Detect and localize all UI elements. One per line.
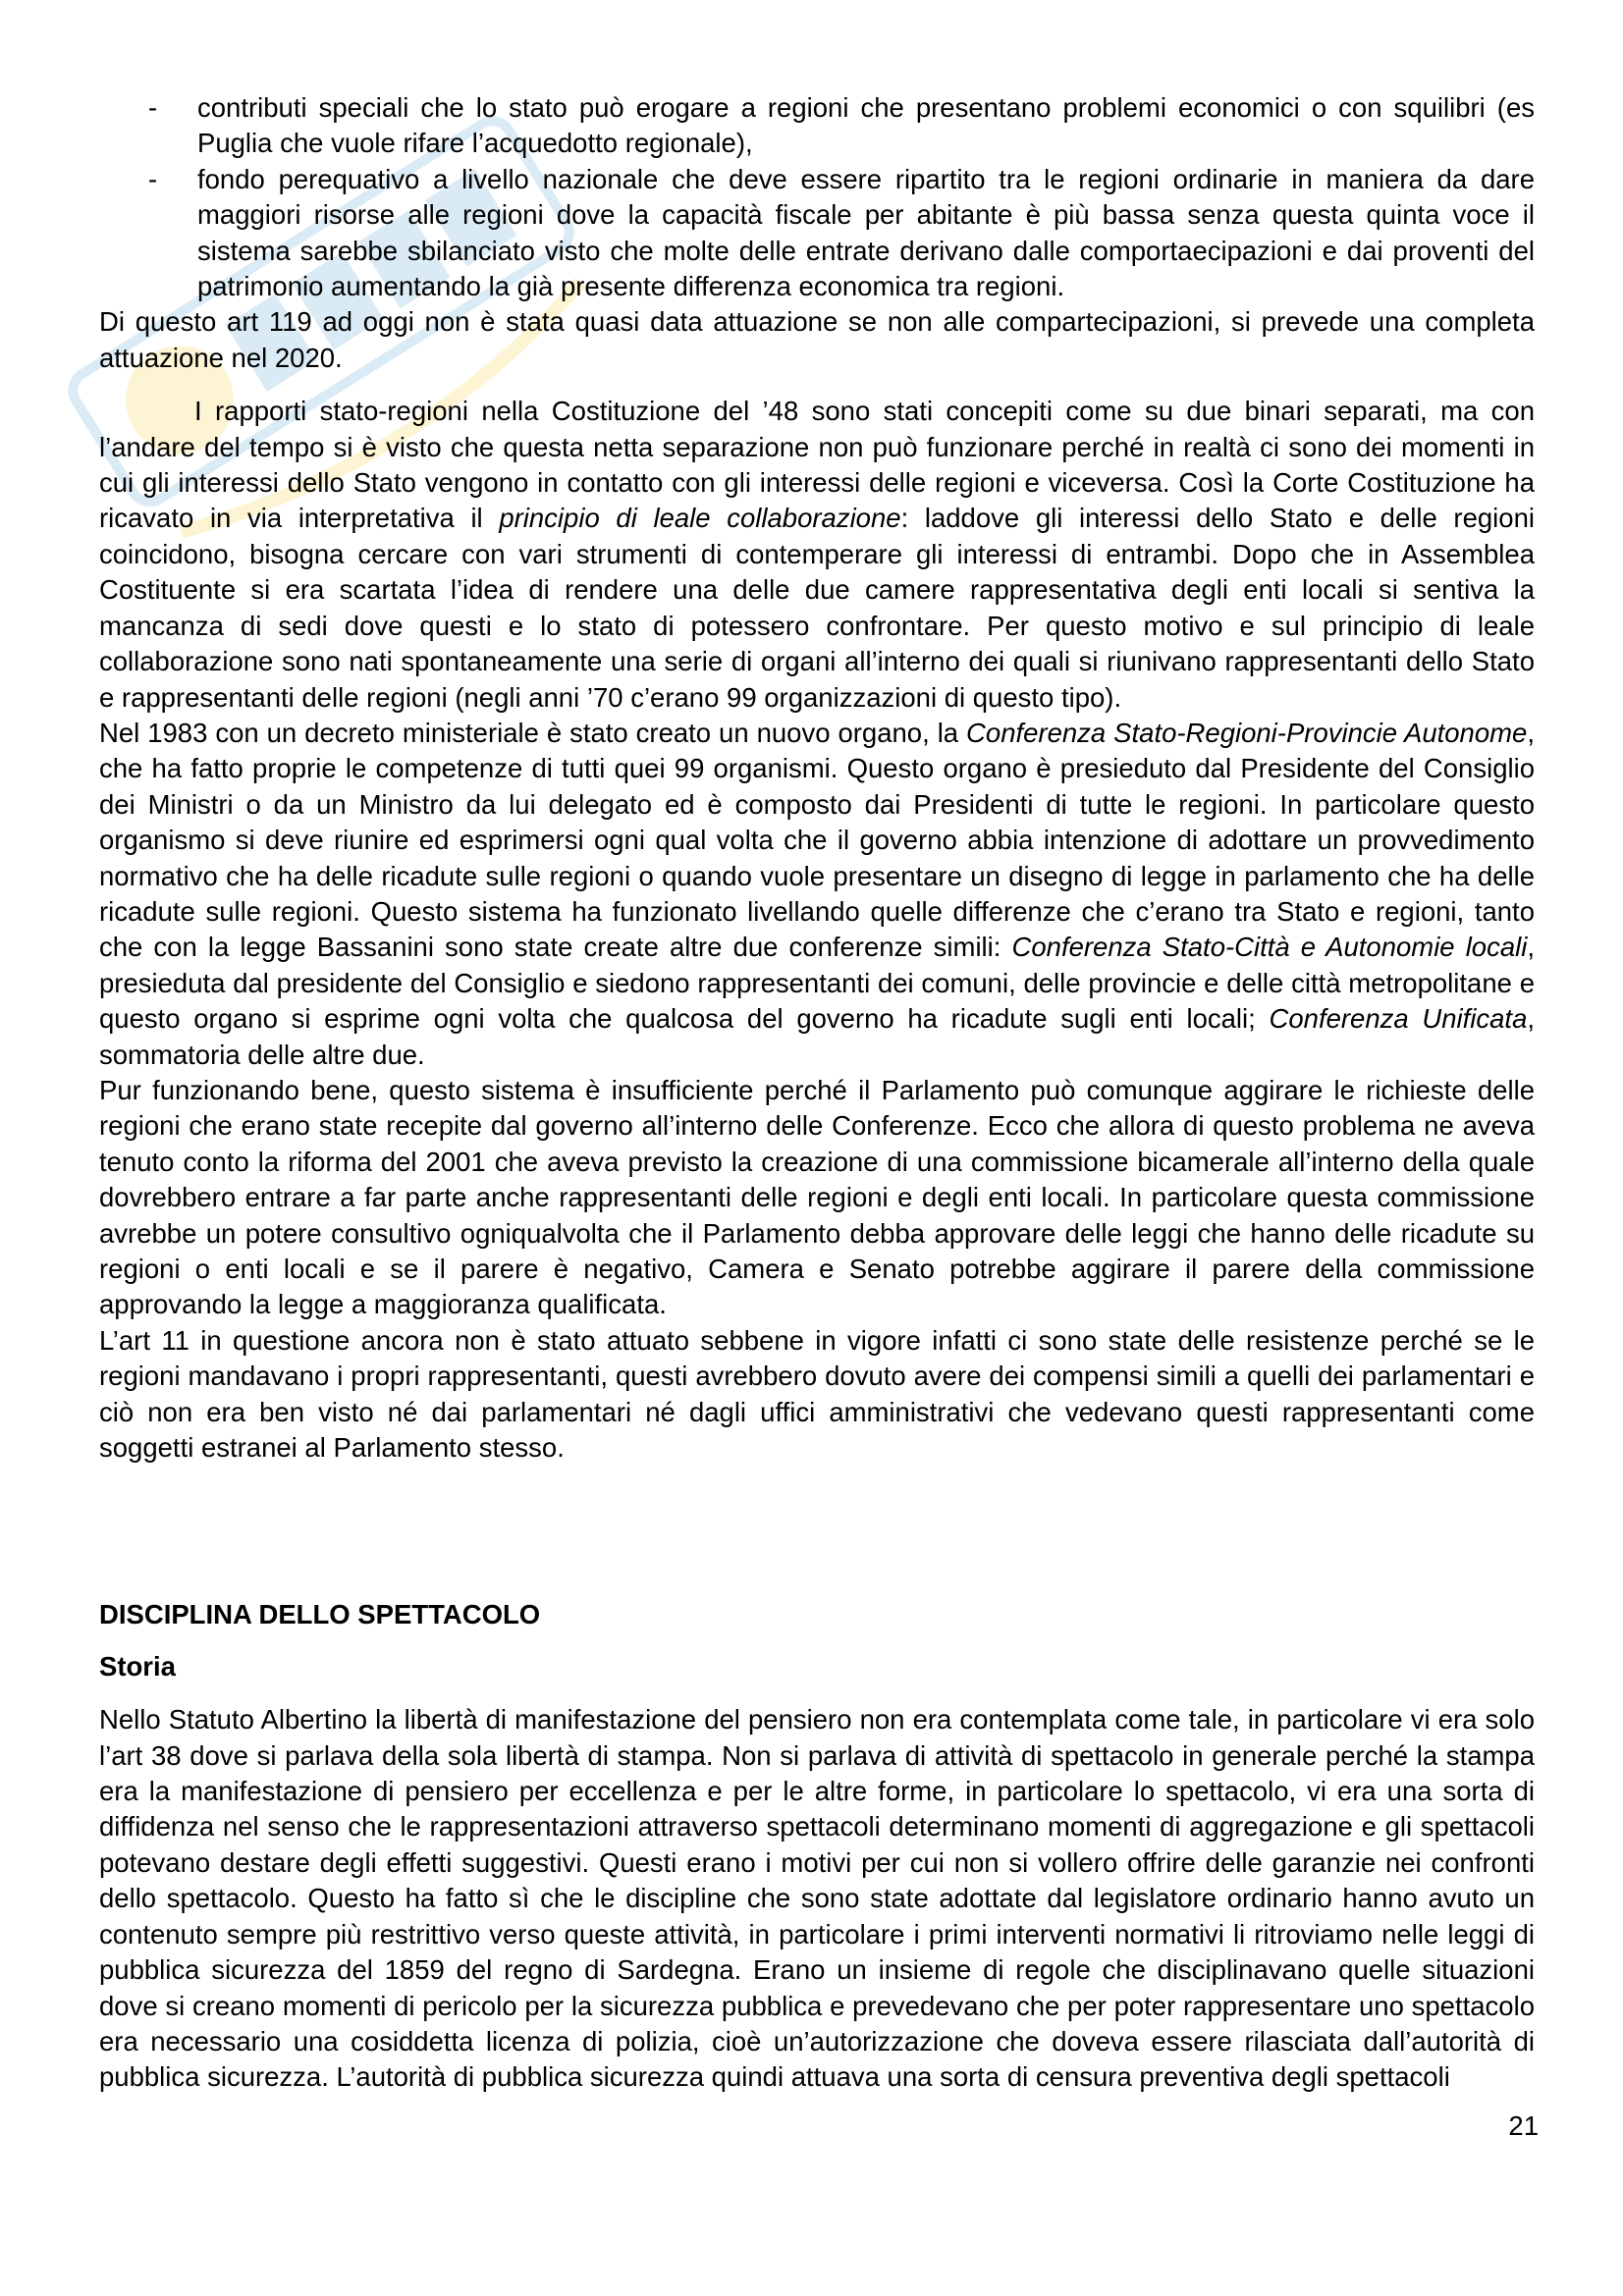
list-item [99,162,1535,305]
text-run: , presieduta dal presidente del Consiglio e siedono rappresentanti dei comuni, delle provincie e delle città metropolitane e questo organo si esprime ogni volta che qualcosa del governo ha ricadute sugli enti locali; [99,932,1536,1035]
text-run: , sommatoria delle altre due. [99,1003,1536,1070]
paragraph-commissione-bicamerale: Pur funzionando bene, questo sistema è insufficiente perché il Parlamento può comunque aggirare le richieste delle regioni che erano state recepite dal governo all’interno delle Conferenze. Ecco che allora di questo problema ne aveva tenuto conto la riforma del 2001 che aveva previsto la creazione di una commissione bicamerale all’interno della quale dovrebbero entrare a far parte anche rappresentanti delle regioni e degli enti locali. In particolare questa commissione avrebbe un potere consultivo ogniqualvolta che il Parlamento debba approvare delle leggi che hanno delle ricadute su regioni o enti locali e se il parere è negativo, Camera e Senato potrebbe aggirare il parere della commissione approvando la legge a maggioranza qualificata. [99,1074,1535,1320]
bullet-marker: - [148,92,158,123]
list-item-text: contributi speciali che lo stato può erogare a regioni che presentano problemi economici o con squilibri (es Puglia che vuole rifare l’acquedotto regionale), [197,92,1535,159]
bullet-list [99,90,1535,304]
paragraph-leale-collaborazione [99,394,1535,716]
text-run: I rapporti stato-regioni nella Costituzione del ’48 sono stati concepiti come su due binari separati, ma con l’andare del tempo si è visto che questa netta separazione non può funzionare perché in realtà ci sono dei momenti in cui gli interessi dello Stato vengono in contatto con gli interessi delle regioni e viceversa. Così la Corte Costituzione ha ricavato in via interpretativa il [99,396,1535,534]
paragraph-statuto-albertino: Nello Statuto Albertino la libertà di manifestazione del pensiero non era contemplata come tale, in particolare vi era solo l’art 38 dove si parlava della sola libertà di stampa. Non si parlava di attività di spettacolo in generale perché la stampa era la manifestazione di pensiero per eccellenza e per le altre forme, in particolare lo spettacolo, vi era una sorta di diffidenza nel senso che le rappresentazioni attraverso spettacoli determinano momenti di aggregazione e gli spettacoli potevano destare degli effetti suggestivi. Questi erano i motivi per cui non si vollero offrire delle garanzie nei confronti dello spettacolo. Questo ha fatto sì che le discipline che sono state adottate dal legislatore ordinario hanno avuto un contenuto sempre più restrittivo verso queste attività, in particolare i primi interventi normativi li ritroviamo nelle leggi di pubblica sicurezza del 1859 del regno di Sardegna. Erano un insieme di regole che disciplinavano quelle situazioni dove si creano momenti di pericolo per la sicurezza pubblica e prevedevano che per poter rappresentare uno spettacolo era necessario una cosiddetta licenza di polizia, cioè un’autorizzazione che doveva essere rilasciata dall’autorità di pubblica sicurezza. L’autorità di pubblica sicurezza quindi attuava una sorta di censura preventiva degli spettacoli [99,1704,1535,2093]
page-number: 21 [1508,2110,1539,2141]
italic-term: principio di leale collaborazione [499,503,901,534]
italic-term: Conferenza Stato-Regioni-Provincie Autonome [966,717,1528,748]
italic-term: Conferenza Unificata [1269,1003,1528,1035]
list-item [99,90,1535,162]
paragraph-art-119: Di questo art 119 ad oggi non è stata quasi data attuazione se non alle compartecipazioni, si prevede una completa attuazione nel 2020. [99,306,1535,373]
paragraph-conferenze [99,716,1535,1073]
subsection-heading: Storia [99,1650,176,1682]
text-run: Nel 1983 con un decreto ministeriale è stato creato un nuovo organo, la [99,717,967,748]
section-heading: DISCIPLINA DELLO SPETTACOLO [99,1599,541,1630]
list-item-text: fondo perequativo a livello nazionale che deve essere ripartito tra le regioni ordinarie in maniera da dare maggiori risorse alle regioni dove la capacità fiscale per abitante è più bassa senza questa quinta voce il sistema sarebbe sbilanciato visto che molte delle entrate derivano dalle comportaecipazioni e dai proventi del patrimonio aumentando la già presente differenza economica tra regioni. [197,163,1535,302]
text-run: , che ha fatto proprie le competenze di tutti quei 99 organismi. Questo organo è presieduto dal Presidente del Consiglio dei Ministri o da un Ministro da lui delegato ed è composto dai Presidenti di tutte le regioni. In particolare questo organismo si deve riunire ed esprimersi ogni qual volta che il governo abbia intenzione di adottare un provvedimento normativo che ha delle ricadute sulle regioni o quando vuole presentare un disegno di legge in parlamento che ha delle ricadute sulle regioni. Questo sistema ha funzionato livellando quelle differenze che c’erano tra Stato e regioni, tanto che con la legge Bassanini sono state create altre due conferenze simili: [99,717,1535,963]
paragraph-art-11: L’art 11 in questione ancora non è stato attuato sebbene in vigore infatti ci sono state delle resistenze perché se le regioni mandavano i propri rappresentanti, questi avrebbero dovuto avere dei compensi simili a quelli dei parlamentari e ciò non era ben visto né dai parlamentari né dagli uffici amministrativi che vedevano questi rappresentanti come soggetti estranei al Parlamento stesso. [99,1324,1535,1464]
italic-term: Conferenza Stato-Città e Autonomie locali [1011,932,1528,963]
text-run: : laddove gli interessi dello Stato e delle regioni coincidono, bisogna cercare con vari strumenti di contemperare gli interessi di entrambi. Dopo che in Assemblea Costituente si era scartata l’idea di rendere una delle due camere rappresentativa degli enti locali si sentiva la mancanza di sedi dove questi e lo stato di potessero confrontare. Per questo motivo e sul principio di leale collaborazione sono nati spontaneamente una serie di organi all’interno dei quali si riunivano rappresentanti dello Stato e rappresentanti delle regioni (negli anni ’70 c’erano 99 organizzazioni di questo tipo). [99,503,1535,713]
document-page [99,90,1535,2096]
bullet-marker: - [148,163,158,194]
